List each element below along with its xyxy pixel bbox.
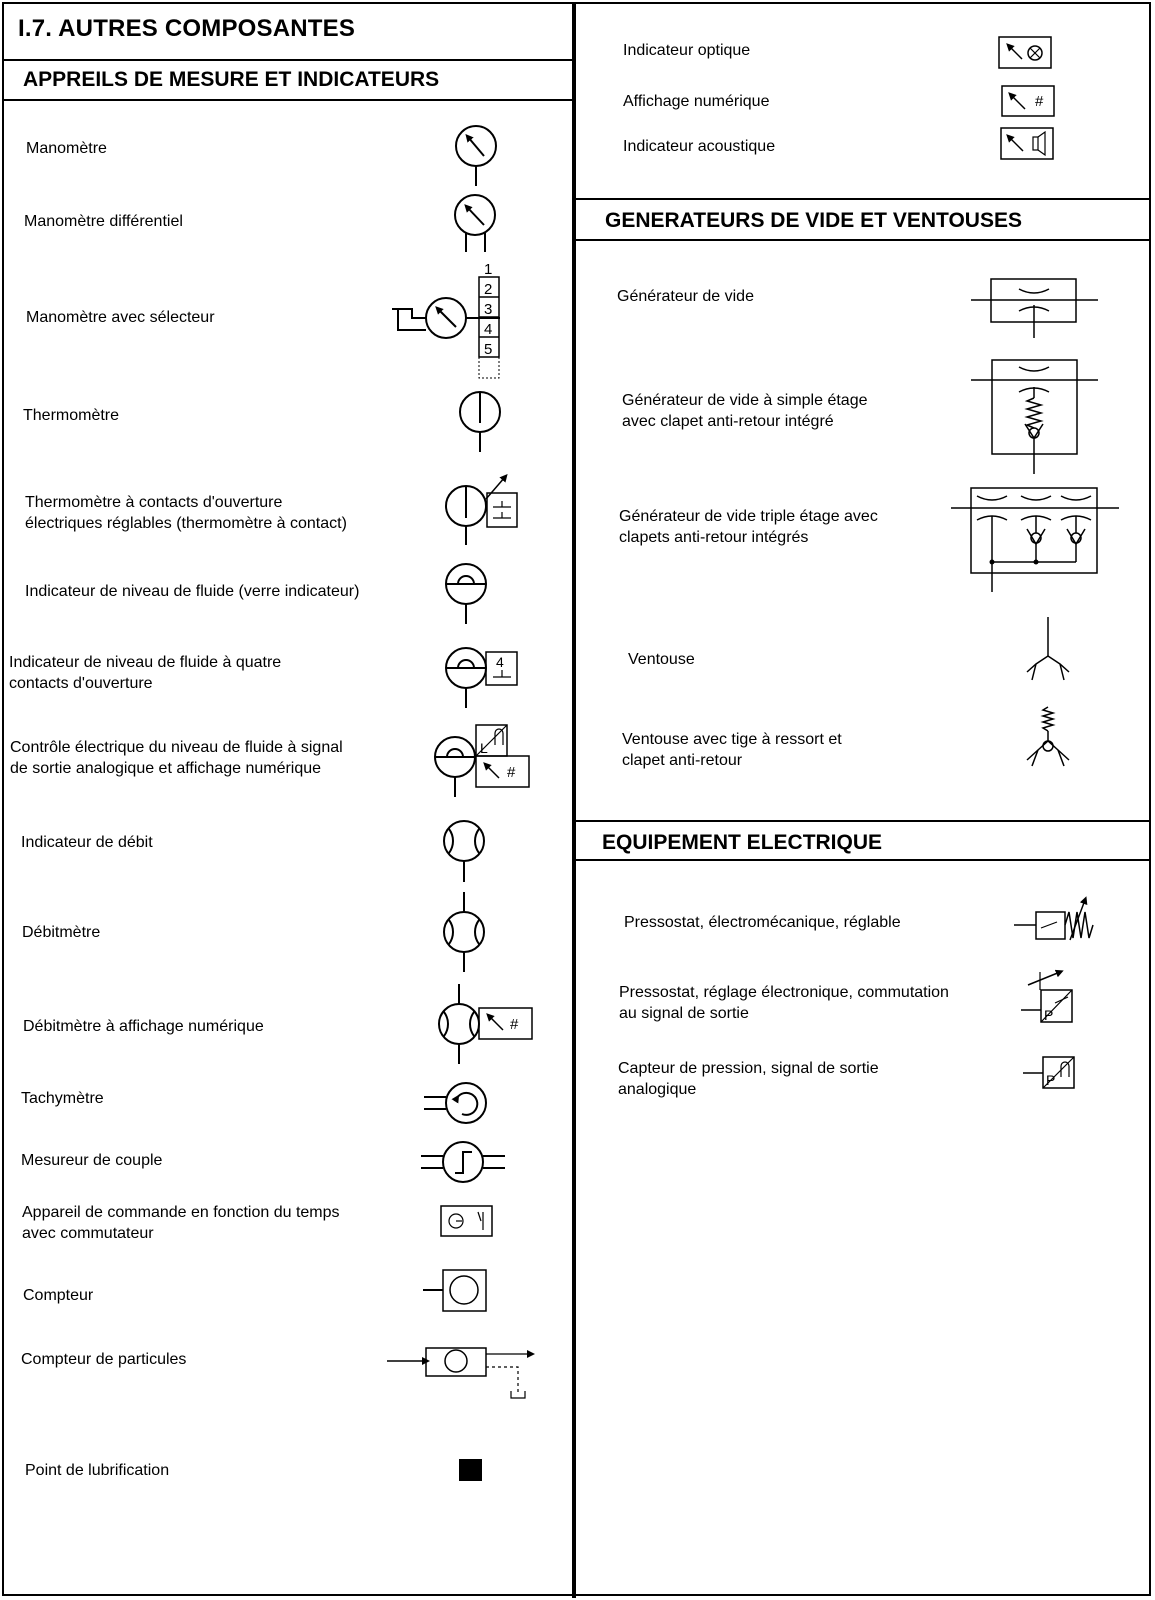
section-title-measuring: APPREILS DE MESURE ET INDICATEURS xyxy=(23,68,440,91)
divider xyxy=(576,820,1151,822)
fluid-level-contacts-icon xyxy=(446,648,517,708)
pressure-letter: P xyxy=(1046,1072,1056,1088)
tachometer-icon xyxy=(424,1083,486,1123)
label-debitmetre-numerique: Débitmètre à affichage numérique xyxy=(23,1018,264,1035)
fluid-level-indicator-icon xyxy=(446,564,486,624)
spring-suction-cup-icon xyxy=(1027,707,1069,766)
digital-glyph: # xyxy=(510,1016,519,1033)
label-generateur-triple-etage: Générateur de vide triple étage avec clapets anti-retour intégrés xyxy=(619,508,878,546)
optical-indicator-icon xyxy=(999,37,1051,68)
label-thermometre-contact: Thermomètre à contacts d'ouverture électriques réglables (thermomètre à contact) xyxy=(25,494,347,532)
electromechanical-pressure-switch-icon xyxy=(1014,900,1093,940)
label-mesureur-couple: Mesureur de couple xyxy=(21,1152,163,1169)
label-manometre: Manomètre xyxy=(26,140,107,157)
label-manometre-selecteur: Manomètre avec sélecteur xyxy=(26,309,215,326)
triple-stage-vacuum-generator-icon xyxy=(951,488,1119,592)
label-tachymetre: Tachymètre xyxy=(21,1090,104,1107)
section-title-electric: EQUIPEMENT ELECTRIQUE xyxy=(602,831,883,854)
thermometer-icon xyxy=(460,392,500,452)
flowmeter-icon xyxy=(444,892,484,972)
label-indicateur-niveau: Indicateur de niveau de fluide (verre indicateur) xyxy=(25,583,360,600)
label-indicateur-optique: Indicateur optique xyxy=(623,42,751,59)
pressure-gauge-icon xyxy=(456,126,496,186)
selector-position-4: 4 xyxy=(484,321,493,338)
particle-counter-icon xyxy=(387,1348,531,1398)
digital-glyph: # xyxy=(1035,93,1044,110)
label-indicateur-acoustique: Indicateur acoustique xyxy=(623,138,776,155)
selector-position-2: 2 xyxy=(484,281,493,298)
label-compteur-particules: Compteur de particules xyxy=(21,1351,187,1368)
selector-position-5: 5 xyxy=(484,341,493,358)
digital-glyph: # xyxy=(507,764,516,781)
pressure-letter: P xyxy=(1044,1007,1054,1023)
digital-display-icon xyxy=(1002,86,1054,116)
divider xyxy=(576,239,1151,241)
section-title-vacuum: GENERATEURS DE VIDE ET VENTOUSES xyxy=(605,209,1022,232)
label-controle-niveau: Contrôle électrique du niveau de fluide à signal de sortie analogique et affichage numérique xyxy=(10,739,343,777)
label-thermometre: Thermomètre xyxy=(23,407,120,424)
label-pressostat-electromecanique: Pressostat, électromécanique, réglable xyxy=(624,914,901,931)
timer-switch-icon xyxy=(441,1206,492,1236)
lubrication-point-icon xyxy=(460,1460,481,1480)
electric-level-control-icon xyxy=(435,725,529,797)
label-ventouse: Ventouse xyxy=(628,651,695,668)
label-manometre-differentiel: Manomètre différentiel xyxy=(24,213,183,230)
label-pressostat-electronique: Pressostat, réglage électronique, commutation au signal de sortie xyxy=(619,984,949,1022)
single-stage-vacuum-generator-icon xyxy=(971,360,1098,474)
acoustic-indicator-icon xyxy=(1001,128,1053,159)
selector-position-3: 3 xyxy=(484,301,493,318)
divider xyxy=(576,198,1151,200)
differential-pressure-gauge-icon xyxy=(455,195,495,252)
label-generateur-vide: Générateur de vide xyxy=(617,288,754,305)
label-ventouse-ressort: Ventouse avec tige à ressort et clapet anti-retour xyxy=(622,731,842,769)
label-compteur: Compteur xyxy=(23,1287,94,1304)
selector-position-1: 1 xyxy=(484,261,493,278)
label-indicateur-debit: Indicateur de débit xyxy=(21,834,153,851)
counter-icon xyxy=(423,1270,486,1311)
page-title: I.7. AUTRES COMPOSANTES xyxy=(18,15,356,42)
divider xyxy=(576,859,1151,861)
contact-thermometer-icon xyxy=(446,477,517,545)
label-debitmetre: Débitmètre xyxy=(22,924,101,941)
label-point-lubrification: Point de lubrification xyxy=(25,1462,170,1479)
label-capteur-pression: Capteur de pression, signal de sortie analogique xyxy=(618,1060,879,1098)
vacuum-generator-icon xyxy=(971,279,1098,338)
label-commande-temps: Appareil de commande en fonction du temps avec commutateur xyxy=(22,1204,340,1242)
label-affichage-numerique: Affichage numérique xyxy=(623,93,770,110)
flow-indicator-icon xyxy=(444,821,484,882)
label-generateur-simple-etage: Générateur de vide à simple étage avec clapet anti-retour intégré xyxy=(622,392,868,430)
label-niveau-quatre-contacts: Indicateur de niveau de fluide à quatre contacts d'ouverture xyxy=(9,654,282,692)
level-sensor-letter: L xyxy=(480,740,488,756)
contact-count: 4 xyxy=(496,654,504,670)
torque-meter-icon xyxy=(421,1142,505,1182)
suction-cup-icon xyxy=(1027,617,1069,680)
